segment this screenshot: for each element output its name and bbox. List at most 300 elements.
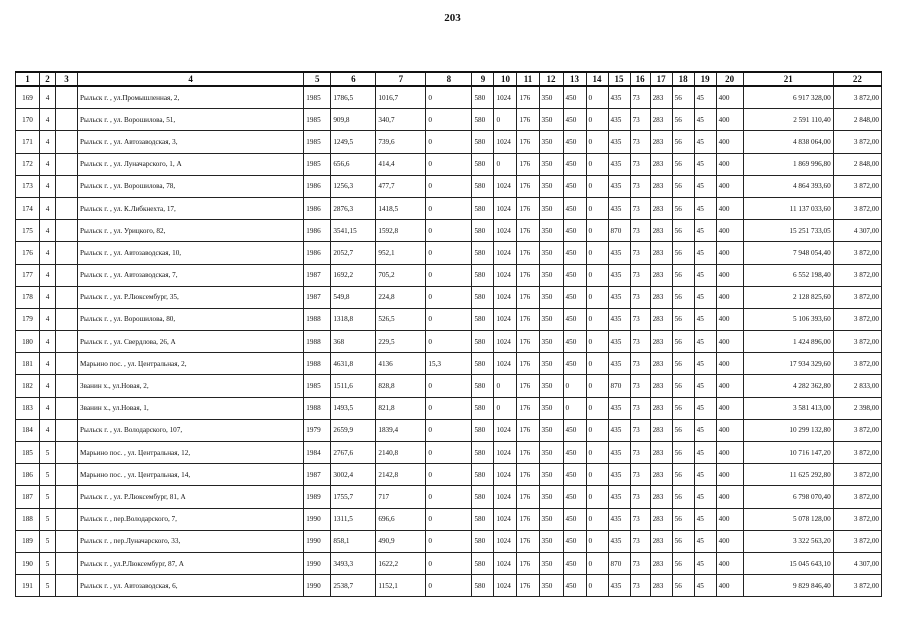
table-cell: 171 [16, 131, 40, 153]
table-cell: 4 [40, 220, 56, 242]
table-cell: 0 [586, 264, 608, 286]
table-cell: 435 [608, 353, 630, 375]
table-cell: 176 [517, 153, 539, 175]
table-cell: 0 [586, 442, 608, 464]
table-cell: 73 [630, 131, 650, 153]
table-cell: 828,8 [376, 375, 426, 397]
table-cell: 1024 [494, 419, 517, 441]
table-cell: 56 [672, 419, 694, 441]
table-cell: 450 [563, 353, 586, 375]
table-cell: 4136 [376, 353, 426, 375]
table-cell: 4 [40, 308, 56, 330]
table-cell: 400 [716, 552, 743, 574]
table-cell: 189 [16, 530, 40, 552]
table-cell: 1024 [494, 286, 517, 308]
table-cell: 73 [630, 197, 650, 219]
address-cell: Рыльск г. , ул. Автозаводская, 10, [78, 242, 304, 264]
table-cell: 182 [16, 375, 40, 397]
table-cell: 350 [539, 375, 563, 397]
table-cell: 580 [472, 308, 494, 330]
table-cell: 0 [426, 197, 472, 219]
table-cell: 0 [494, 109, 517, 131]
table-cell: 0 [586, 220, 608, 242]
table-cell: 0 [586, 86, 608, 109]
table-cell: 1024 [494, 353, 517, 375]
table-cell: 3 872,00 [833, 575, 881, 597]
table-cell [56, 197, 78, 219]
table-cell: 580 [472, 419, 494, 441]
column-header: 3 [56, 72, 78, 86]
table-cell: 283 [650, 552, 672, 574]
table-cell: 400 [716, 508, 743, 530]
table-row [16, 353, 882, 375]
table-cell: 0 [426, 242, 472, 264]
table-cell: 435 [608, 464, 630, 486]
table-cell: 45 [694, 264, 716, 286]
table-cell: 4 307,00 [833, 552, 881, 574]
table-cell: 1622,2 [376, 552, 426, 574]
table-row [16, 575, 882, 597]
table-cell: 1986 [304, 220, 331, 242]
table-cell: 3 872,00 [833, 175, 881, 197]
table-cell: 3 872,00 [833, 419, 881, 441]
table-cell: 580 [472, 353, 494, 375]
table-cell: 15,3 [426, 353, 472, 375]
table-cell: 350 [539, 264, 563, 286]
table-cell: 435 [608, 197, 630, 219]
table-cell: 696,6 [376, 508, 426, 530]
table-cell: 15 045 643,10 [743, 552, 833, 574]
table-cell: 400 [716, 397, 743, 419]
table-cell: 176 [517, 264, 539, 286]
table-cell: 5 [40, 464, 56, 486]
table-cell: 45 [694, 109, 716, 131]
table-cell: 73 [630, 508, 650, 530]
table-cell: 5 106 393,60 [743, 308, 833, 330]
table-cell: 45 [694, 508, 716, 530]
table-cell: 739,6 [376, 131, 426, 153]
table-cell: 435 [608, 264, 630, 286]
table-cell: 283 [650, 131, 672, 153]
table-cell [56, 552, 78, 574]
table-row [16, 331, 882, 353]
table-cell: 1 424 896,00 [743, 331, 833, 353]
table-cell: 3 872,00 [833, 486, 881, 508]
table-cell: 5 [40, 552, 56, 574]
table-cell: 3 872,00 [833, 530, 881, 552]
table-cell: 4 [40, 197, 56, 219]
table-cell: 0 [563, 397, 586, 419]
table-cell: 3 872,00 [833, 464, 881, 486]
address-cell: Рыльск г. , ул. Свердлова, 26, А [78, 331, 304, 353]
table-cell: 1986 [304, 197, 331, 219]
table-cell: 1988 [304, 353, 331, 375]
table-cell: 45 [694, 575, 716, 597]
table-cell: 45 [694, 242, 716, 264]
table-cell: 176 [517, 486, 539, 508]
table-row [16, 242, 882, 264]
table-cell: 1839,4 [376, 419, 426, 441]
table-cell: 4631,8 [331, 353, 376, 375]
table-cell: 580 [472, 486, 494, 508]
table-cell: 580 [472, 175, 494, 197]
table-cell [56, 331, 78, 353]
table-cell [56, 264, 78, 286]
address-cell: Рыльск г. , ул. Автозаводская, 3, [78, 131, 304, 153]
table-cell: 176 [517, 286, 539, 308]
table-cell: 400 [716, 464, 743, 486]
table-cell: 56 [672, 109, 694, 131]
column-header: 21 [743, 72, 833, 86]
table-cell: 188 [16, 508, 40, 530]
table-cell: 0 [586, 331, 608, 353]
table-cell: 400 [716, 419, 743, 441]
table-cell: 56 [672, 375, 694, 397]
table-cell: 1418,5 [376, 197, 426, 219]
page-number: 203 [444, 12, 461, 24]
table-cell [56, 175, 78, 197]
table-cell: 435 [608, 286, 630, 308]
table-cell: 580 [472, 464, 494, 486]
table-cell: 3 872,00 [833, 242, 881, 264]
table-cell: 56 [672, 175, 694, 197]
table-cell: 580 [472, 242, 494, 264]
table-cell: 3 872,00 [833, 308, 881, 330]
table-cell [56, 131, 78, 153]
table-cell: 283 [650, 575, 672, 597]
table-cell: 400 [716, 530, 743, 552]
table-cell: 3 872,00 [833, 331, 881, 353]
table-cell: 4 [40, 331, 56, 353]
table-cell: 73 [630, 486, 650, 508]
table-cell: 580 [472, 131, 494, 153]
table-row [16, 397, 882, 419]
table-cell: 2767,6 [331, 442, 376, 464]
table-cell: 56 [672, 464, 694, 486]
table-cell: 1024 [494, 242, 517, 264]
table-cell: 56 [672, 242, 694, 264]
address-cell: Рыльск г. , ул. К.Либкнехта, 17, [78, 197, 304, 219]
address-cell: Рыльск г. , ул. Урицкого, 82, [78, 220, 304, 242]
column-header: 15 [608, 72, 630, 86]
address-cell: Рыльск г. , ул. Р.Люксембург, 81, А [78, 486, 304, 508]
table-cell: 1985 [304, 375, 331, 397]
table-cell: 450 [563, 575, 586, 597]
table-cell: 0 [426, 552, 472, 574]
table-cell: 4 [40, 86, 56, 109]
table-cell: 350 [539, 175, 563, 197]
table-cell: 0 [586, 508, 608, 530]
table-cell: 176 [517, 508, 539, 530]
table-cell: 0 [426, 175, 472, 197]
table-cell: 190 [16, 552, 40, 574]
table-cell: 176 [517, 86, 539, 109]
table-cell: 45 [694, 175, 716, 197]
table-cell: 1987 [304, 464, 331, 486]
table-cell: 56 [672, 153, 694, 175]
column-header: 12 [539, 72, 563, 86]
table-cell: 283 [650, 109, 672, 131]
table-cell: 1987 [304, 264, 331, 286]
table-cell: 73 [630, 220, 650, 242]
table-cell: 73 [630, 264, 650, 286]
address-cell: Рыльск г. , ул. Р.Люксембург, 35, [78, 286, 304, 308]
table-cell: 526,5 [376, 308, 426, 330]
table-cell: 4 864 393,60 [743, 175, 833, 197]
table-cell: 400 [716, 286, 743, 308]
table-cell: 73 [630, 353, 650, 375]
register-table [15, 71, 882, 597]
address-cell: Рыльск г. , ул. Ворошилова, 51, [78, 109, 304, 131]
table-cell: 73 [630, 530, 650, 552]
table-cell: 368 [331, 331, 376, 353]
table-cell: 1985 [304, 86, 331, 109]
table-cell: 174 [16, 197, 40, 219]
table-cell: 1318,8 [331, 308, 376, 330]
table-cell: 56 [672, 486, 694, 508]
table-cell: 45 [694, 486, 716, 508]
table-cell: 350 [539, 442, 563, 464]
column-header: 17 [650, 72, 672, 86]
table-cell: 176 [517, 442, 539, 464]
address-cell: Марьино пос. , ул. Центральная, 14, [78, 464, 304, 486]
table-cell: 56 [672, 197, 694, 219]
table-cell: 450 [563, 286, 586, 308]
table-cell: 1152,1 [376, 575, 426, 597]
table-row [16, 86, 882, 109]
table-cell: 1024 [494, 264, 517, 286]
table-cell: 45 [694, 464, 716, 486]
table-cell: 224,8 [376, 286, 426, 308]
address-cell: Рыльск г. , ул. Автозаводская, 6, [78, 575, 304, 597]
table-cell: 580 [472, 86, 494, 109]
table-cell: 45 [694, 375, 716, 397]
table-cell: 73 [630, 175, 650, 197]
table-cell: 490,9 [376, 530, 426, 552]
table-cell: 73 [630, 331, 650, 353]
table-cell: 73 [630, 552, 650, 574]
table-cell: 1755,7 [331, 486, 376, 508]
table-cell: 56 [672, 442, 694, 464]
table-cell: 0 [586, 375, 608, 397]
address-cell: Званин х., ул.Новая, 2, [78, 375, 304, 397]
table-cell: 176 [517, 197, 539, 219]
table-cell: 1985 [304, 153, 331, 175]
table-cell: 435 [608, 486, 630, 508]
table-cell: 1988 [304, 331, 331, 353]
table-cell [56, 308, 78, 330]
table-cell: 580 [472, 197, 494, 219]
table-row [16, 308, 882, 330]
table-cell: 870 [608, 220, 630, 242]
column-header: 9 [472, 72, 494, 86]
table-cell: 435 [608, 175, 630, 197]
column-header: 5 [304, 72, 331, 86]
table-cell: 450 [563, 153, 586, 175]
table-cell: 2 398,00 [833, 397, 881, 419]
table-cell: 580 [472, 286, 494, 308]
table-cell: 350 [539, 530, 563, 552]
table-cell [56, 86, 78, 109]
table-cell: 909,8 [331, 109, 376, 131]
table-cell: 350 [539, 220, 563, 242]
table-row [16, 375, 882, 397]
table-cell: 283 [650, 175, 672, 197]
table-cell: 705,2 [376, 264, 426, 286]
table-cell: 56 [672, 530, 694, 552]
table-cell: 1985 [304, 131, 331, 153]
table-cell: 350 [539, 397, 563, 419]
table-cell: 450 [563, 197, 586, 219]
table-cell: 1511,6 [331, 375, 376, 397]
table-cell: 283 [650, 486, 672, 508]
table-cell: 0 [494, 153, 517, 175]
table-cell: 2052,7 [331, 242, 376, 264]
table-cell: 10 299 132,80 [743, 419, 833, 441]
table-cell: 400 [716, 486, 743, 508]
table-cell: 0 [494, 375, 517, 397]
table-cell: 7 948 054,40 [743, 242, 833, 264]
table-cell: 4 [40, 153, 56, 175]
table-cell [56, 464, 78, 486]
table-cell: 45 [694, 308, 716, 330]
column-header: 22 [833, 72, 881, 86]
table-cell [56, 286, 78, 308]
table-cell: 450 [563, 220, 586, 242]
table-cell: 435 [608, 397, 630, 419]
table-cell: 176 [517, 375, 539, 397]
table-cell: 283 [650, 530, 672, 552]
table-cell [56, 153, 78, 175]
table-cell: 1988 [304, 308, 331, 330]
table-cell: 45 [694, 530, 716, 552]
table-cell: 400 [716, 131, 743, 153]
table-cell: 1988 [304, 397, 331, 419]
table-cell: 56 [672, 131, 694, 153]
table-cell: 172 [16, 153, 40, 175]
table-cell: 0 [426, 375, 472, 397]
table-cell: 1979 [304, 419, 331, 441]
table-cell: 1987 [304, 286, 331, 308]
table-cell: 450 [563, 86, 586, 109]
table-cell: 952,1 [376, 242, 426, 264]
header-row [16, 72, 882, 86]
table-cell: 450 [563, 486, 586, 508]
table-cell: 435 [608, 308, 630, 330]
table-cell: 580 [472, 575, 494, 597]
table-cell: 477,7 [376, 175, 426, 197]
table-cell: 1989 [304, 486, 331, 508]
table-cell: 186 [16, 464, 40, 486]
table-cell: 2 833,00 [833, 375, 881, 397]
table-cell: 45 [694, 153, 716, 175]
table-cell: 73 [630, 286, 650, 308]
table-cell: 1024 [494, 442, 517, 464]
table-cell: 11 625 292,80 [743, 464, 833, 486]
table-cell: 283 [650, 264, 672, 286]
table-cell: 4 [40, 419, 56, 441]
table-cell: 170 [16, 109, 40, 131]
table-cell: 73 [630, 397, 650, 419]
table-cell: 5 [40, 575, 56, 597]
column-header: 13 [563, 72, 586, 86]
table-cell: 0 [586, 575, 608, 597]
table-cell: 400 [716, 109, 743, 131]
table-cell: 229,5 [376, 331, 426, 353]
table-cell: 73 [630, 375, 650, 397]
table-cell: 175 [16, 220, 40, 242]
table-cell: 400 [716, 375, 743, 397]
table-cell: 4 838 064,00 [743, 131, 833, 153]
address-cell: Рыльск г. , пер.Володарского, 7, [78, 508, 304, 530]
table-cell: 0 [426, 153, 472, 175]
table-cell: 176 [517, 242, 539, 264]
table-cell: 1990 [304, 575, 331, 597]
table-cell: 580 [472, 220, 494, 242]
table-cell: 0 [586, 197, 608, 219]
table-cell: 4 [40, 353, 56, 375]
table-cell: 0 [426, 286, 472, 308]
table-cell: 1024 [494, 308, 517, 330]
table-cell: 56 [672, 286, 694, 308]
table-cell: 185 [16, 442, 40, 464]
table-cell: 5 078 128,00 [743, 508, 833, 530]
table-cell: 2142,8 [376, 464, 426, 486]
table-cell: 191 [16, 575, 40, 597]
table-cell: 4 [40, 375, 56, 397]
address-cell: Рыльск г. , ул. Автозаводская, 7, [78, 264, 304, 286]
table-cell: 1024 [494, 552, 517, 574]
column-header: 10 [494, 72, 517, 86]
table-cell: 350 [539, 131, 563, 153]
table-cell: 435 [608, 575, 630, 597]
address-cell: Званин х., ул.Новая, 1, [78, 397, 304, 419]
table-cell: 350 [539, 308, 563, 330]
table-cell: 450 [563, 331, 586, 353]
table-cell: 580 [472, 552, 494, 574]
table-cell: 45 [694, 419, 716, 441]
table-cell: 283 [650, 153, 672, 175]
table-cell: 45 [694, 286, 716, 308]
table-cell: 176 [517, 530, 539, 552]
table-cell: 400 [716, 264, 743, 286]
table-cell: 1311,5 [331, 508, 376, 530]
table-cell: 1493,5 [331, 397, 376, 419]
table-cell: 5 [40, 486, 56, 508]
table-cell: 435 [608, 530, 630, 552]
address-cell: Рыльск г. , ул.Р.Люксембург, 87, А [78, 552, 304, 574]
table-cell: 181 [16, 353, 40, 375]
table-cell: 0 [426, 442, 472, 464]
table-cell: 1990 [304, 508, 331, 530]
table-cell: 184 [16, 419, 40, 441]
table-cell: 56 [672, 86, 694, 109]
table-cell: 45 [694, 131, 716, 153]
table-cell: 350 [539, 486, 563, 508]
table-cell: 870 [608, 375, 630, 397]
table-cell: 450 [563, 242, 586, 264]
table-cell: 283 [650, 508, 672, 530]
table-cell: 187 [16, 486, 40, 508]
table-cell: 1256,3 [331, 175, 376, 197]
table-cell: 73 [630, 153, 650, 175]
table-cell: 2140,8 [376, 442, 426, 464]
table-cell: 435 [608, 508, 630, 530]
table-cell: 450 [563, 552, 586, 574]
table-cell: 176 [517, 419, 539, 441]
table-cell: 400 [716, 575, 743, 597]
address-cell: Рыльск г. , ул.Промышленная, 2, [78, 86, 304, 109]
